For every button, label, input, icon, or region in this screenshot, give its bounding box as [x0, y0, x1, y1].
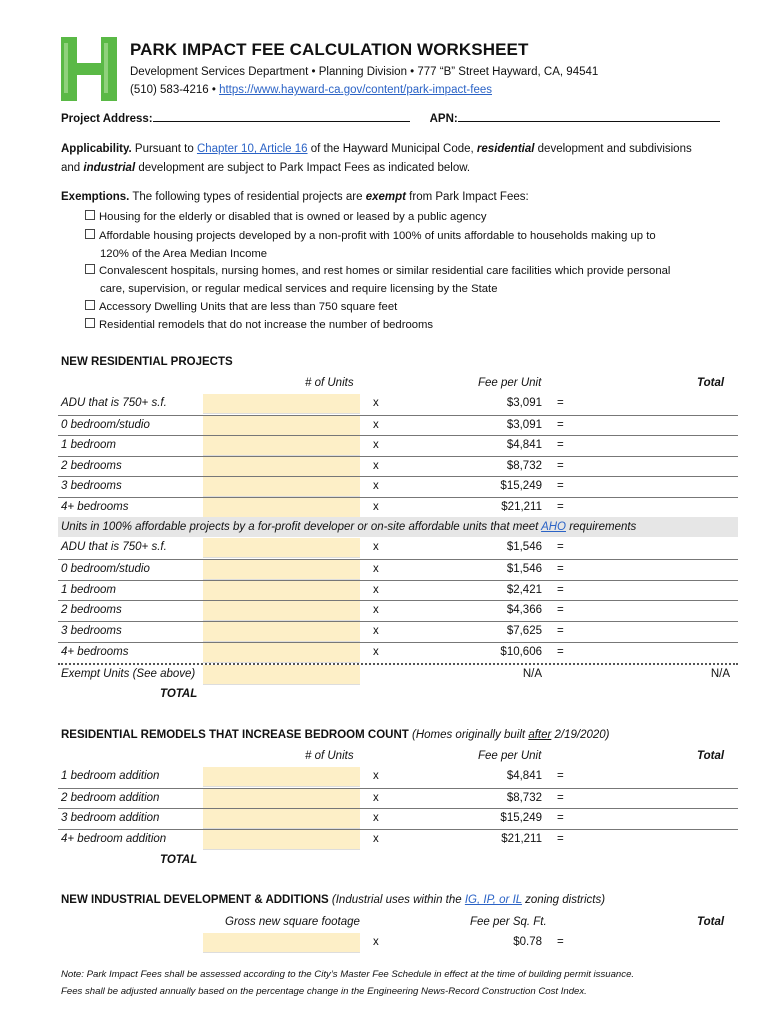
- row-label: 4+ bedrooms: [61, 501, 129, 513]
- applicability-text: Pursuant to: [131, 143, 197, 155]
- total-value: N/A: [710, 668, 730, 680]
- fee-value: $1,546: [506, 541, 542, 553]
- exemption-item: [85, 298, 705, 316]
- fee-value: $2,421: [506, 584, 542, 596]
- affordable-fee-row: [58, 600, 738, 621]
- band-text: Units in 100% affordable projects by a for-profit developer or on-site affordable units that meet: [61, 521, 542, 533]
- new-residential-heading: NEW RESIDENTIAL PROJECTS: [61, 356, 233, 368]
- times-sign: x: [373, 501, 379, 513]
- equals-sign: =: [557, 439, 564, 451]
- applicability-label: Applicability.: [61, 143, 132, 155]
- equals-sign: =: [557, 936, 564, 948]
- fee-row: [58, 415, 738, 436]
- band-text: requirements: [566, 521, 637, 533]
- exemption-item-cont: [100, 245, 720, 263]
- checkbox[interactable]: [85, 229, 95, 239]
- footnote: Fees shall be adjusted annually based on the percentage change in the Engineering News-Record Construction Cost Index.: [61, 986, 587, 997]
- units-input[interactable]: [203, 643, 360, 663]
- total-column-header: Total: [697, 377, 725, 389]
- units-input[interactable]: [203, 436, 360, 456]
- fee-value: $4,841: [506, 439, 542, 451]
- fee-value: $21,211: [501, 833, 542, 845]
- times-sign: x: [373, 460, 379, 472]
- zoning-link[interactable]: IG, IP, or IL: [464, 894, 522, 906]
- footnote: Note: Park Impact Fees shall be assessed according to the City’s Master Fee Schedule in effect at the time of building permit issuance.: [61, 969, 635, 980]
- fee-value: $15,249: [500, 812, 542, 824]
- exemptions-intro: [61, 188, 721, 207]
- checkbox[interactable]: [85, 300, 95, 310]
- fee-value: $15,249: [500, 480, 542, 492]
- times-sign: x: [373, 646, 379, 658]
- equals-sign: =: [557, 563, 564, 575]
- fee-column-header: Fee per Unit: [478, 750, 542, 762]
- total-column-header: Total: [697, 916, 725, 928]
- fee-value: $10,606: [500, 646, 542, 658]
- units-input[interactable]: [203, 665, 360, 685]
- exemption-item: [85, 262, 705, 280]
- remodel-fee-row: [58, 808, 738, 829]
- times-sign: x: [373, 419, 379, 431]
- remodels-note: (Homes originally built: [411, 729, 529, 741]
- times-sign: x: [373, 480, 379, 492]
- equals-sign: =: [557, 833, 564, 845]
- checkbox[interactable]: [85, 264, 95, 274]
- times-sign: x: [373, 833, 379, 845]
- units-input[interactable]: [203, 830, 360, 850]
- affordable-band: [58, 517, 738, 537]
- times-sign: x: [373, 604, 379, 616]
- fee-value: $8,732: [506, 460, 542, 472]
- exemption-text: 120% of the Area Median Income: [100, 248, 268, 260]
- times-sign: x: [373, 792, 379, 804]
- affordable-fee-row: [58, 580, 738, 601]
- times-sign: x: [373, 812, 379, 824]
- equals-sign: =: [557, 625, 564, 637]
- applicability-text: and: [61, 162, 84, 174]
- row-label: 3 bedrooms: [61, 625, 122, 637]
- sqft-column-header: Gross new square footage: [225, 916, 360, 928]
- page-title: PARK IMPACT FEE CALCULATION WORKSHEET: [130, 40, 529, 59]
- units-input[interactable]: [203, 601, 360, 621]
- units-input[interactable]: [203, 581, 360, 601]
- equals-sign: =: [557, 397, 564, 409]
- fee-row: [58, 497, 738, 518]
- row-label: 3 bedrooms: [61, 480, 122, 492]
- units-input[interactable]: [203, 477, 360, 497]
- industrial-title: NEW INDUSTRIAL DEVELOPMENT & ADDITIONS: [61, 894, 329, 906]
- remodel-fee-row: [58, 788, 738, 809]
- times-sign: x: [373, 770, 379, 782]
- units-input[interactable]: [203, 416, 360, 436]
- fee-value: $1,546: [506, 563, 542, 575]
- hayward-logo: [61, 37, 117, 101]
- exemption-text: Residential remodels that do not increase the number of bedrooms: [99, 319, 434, 331]
- exemption-text: Accessory Dwelling Units that are less than 750 square feet: [99, 301, 398, 313]
- affordable-fee-row: [58, 559, 738, 580]
- units-input[interactable]: [203, 767, 360, 787]
- fee-value: $0.78: [513, 936, 542, 948]
- row-label: ADU that is 750+ s.f.: [61, 541, 167, 553]
- applicability-text: development are subject to Park Impact Fees as indicated below.: [135, 162, 471, 174]
- applicability-text: of the Hayward Municipal Code,: [307, 143, 477, 155]
- industrial-heading: [61, 894, 605, 906]
- industrial-fee-row: [58, 933, 738, 953]
- exemption-item: [85, 316, 705, 334]
- exemption-item: [85, 208, 705, 226]
- residential-total-label: TOTAL: [160, 688, 198, 700]
- fee-column-header: Fee per Sq. Ft.: [470, 916, 547, 928]
- equals-sign: =: [557, 501, 564, 513]
- project-address-label: Project Address:: [61, 113, 153, 125]
- remodels-note: 2/19/2020): [551, 729, 610, 741]
- units-column-header: # of Units: [305, 750, 354, 762]
- fee-row: [58, 476, 738, 497]
- row-label: 3 bedroom addition: [61, 812, 160, 824]
- units-input[interactable]: [203, 538, 360, 558]
- fee-value: N/A: [522, 668, 542, 680]
- fee-row: [58, 456, 738, 477]
- project-address-field[interactable]: [153, 112, 410, 122]
- contact-line: [130, 84, 492, 96]
- affordable-fee-row: [58, 642, 738, 663]
- equals-sign: =: [557, 460, 564, 472]
- industrial-term: industrial: [83, 162, 136, 174]
- times-sign: x: [373, 625, 379, 637]
- units-input[interactable]: [203, 498, 360, 518]
- apn-field[interactable]: [458, 112, 720, 122]
- row-label: 2 bedroom addition: [61, 792, 160, 804]
- row-label: 1 bedroom: [61, 439, 116, 451]
- aho-link[interactable]: AHO: [541, 521, 566, 533]
- fee-value: $4,366: [506, 604, 542, 616]
- fee-value: $7,625: [506, 625, 542, 637]
- exempt-row: [58, 663, 738, 685]
- units-input[interactable]: [203, 622, 360, 642]
- row-label: 4+ bedroom addition: [61, 833, 167, 845]
- project-info: [61, 112, 720, 125]
- industrial-note: zoning districts): [521, 894, 606, 906]
- remodel-fee-row: [58, 829, 738, 850]
- row-label: 4+ bedrooms: [61, 646, 129, 658]
- residential-term: residential: [476, 143, 535, 155]
- units-input[interactable]: [203, 789, 360, 809]
- remodels-total-label: TOTAL: [160, 854, 198, 866]
- industrial-note: (Industrial uses within the: [331, 894, 465, 906]
- department-address: Development Services Department • Planning Division • 777 “B” Street Hayward, CA, 94541: [130, 66, 599, 78]
- row-label: 0 bedroom/studio: [61, 563, 150, 575]
- exemption-text: Convalescent hospitals, nursing homes, and rest homes or similar residential care facilities which provide personal: [99, 265, 671, 277]
- checkbox[interactable]: [85, 210, 95, 220]
- times-sign: x: [373, 397, 379, 409]
- row-label: 0 bedroom/studio: [61, 419, 150, 431]
- exemption-text: care, supervision, or regular medical services and require licensing by the State: [100, 283, 498, 295]
- row-label: Exempt Units (See above): [61, 668, 196, 680]
- remodels-note-after: after: [528, 729, 552, 741]
- fee-value: $21,211: [501, 501, 542, 513]
- equals-sign: =: [557, 604, 564, 616]
- exempt-term: exempt: [365, 191, 406, 203]
- fee-column-header: Fee per Unit: [478, 377, 542, 389]
- fee-value: $3,091: [506, 397, 542, 409]
- apn-label: APN:: [429, 113, 458, 125]
- remodel-fee-row: [58, 767, 738, 787]
- exemptions-text: The following types of residential projects are: [129, 191, 366, 203]
- equals-sign: =: [557, 419, 564, 431]
- exemption-item-cont: [100, 280, 720, 298]
- times-sign: x: [373, 439, 379, 451]
- fee-row: [58, 435, 738, 456]
- units-column-header: # of Units: [305, 377, 354, 389]
- row-label: 2 bedrooms: [61, 460, 122, 472]
- units-input[interactable]: [203, 394, 360, 414]
- row-label: ADU that is 750+ s.f.: [61, 397, 167, 409]
- exemption-text: Affordable housing projects developed by a non-profit with 100% of units affordable to households making up to: [99, 230, 656, 242]
- equals-sign: =: [557, 792, 564, 804]
- applicability-paragraph: [61, 140, 721, 178]
- fee-value: $3,091: [506, 419, 542, 431]
- total-column-header: Total: [697, 750, 725, 762]
- sqft-input[interactable]: [203, 933, 360, 953]
- times-sign: x: [373, 936, 379, 948]
- affordable-fee-row: [58, 621, 738, 642]
- equals-sign: =: [557, 646, 564, 658]
- exemption-item: [85, 227, 705, 245]
- exemptions-label: Exemptions.: [61, 191, 130, 203]
- times-sign: x: [373, 563, 379, 575]
- fee-value: $8,732: [506, 792, 542, 804]
- row-label: 2 bedrooms: [61, 604, 122, 616]
- equals-sign: =: [557, 541, 564, 553]
- equals-sign: =: [557, 770, 564, 782]
- exemptions-text: from Park Impact Fees:: [405, 191, 529, 203]
- phone-number: (510) 583-4216 •: [130, 84, 220, 96]
- applicability-text: development and subdivisions: [534, 143, 692, 155]
- fee-row: [58, 394, 738, 414]
- exemption-text: Housing for the elderly or disabled that is owned or leased by a public agency: [99, 211, 487, 223]
- units-input[interactable]: [203, 809, 360, 829]
- fee-value: $4,841: [506, 770, 542, 782]
- times-sign: x: [373, 541, 379, 553]
- equals-sign: =: [557, 480, 564, 492]
- affordable-fee-row: [58, 538, 738, 558]
- row-label: 1 bedroom: [61, 584, 116, 596]
- times-sign: x: [373, 584, 379, 596]
- remodels-title: RESIDENTIAL REMODELS THAT INCREASE BEDROOM COUNT: [61, 729, 409, 741]
- units-input[interactable]: [203, 560, 360, 580]
- remodels-heading: [61, 729, 610, 741]
- equals-sign: =: [557, 812, 564, 824]
- row-label: 1 bedroom addition: [61, 770, 160, 782]
- checkbox[interactable]: [85, 318, 95, 328]
- park-fees-link[interactable]: https://www.hayward-ca.gov/content/park-impact-fees: [219, 84, 492, 96]
- units-input[interactable]: [203, 457, 360, 477]
- equals-sign: =: [557, 584, 564, 596]
- chapter-link[interactable]: Chapter 10, Article 16: [196, 143, 308, 155]
